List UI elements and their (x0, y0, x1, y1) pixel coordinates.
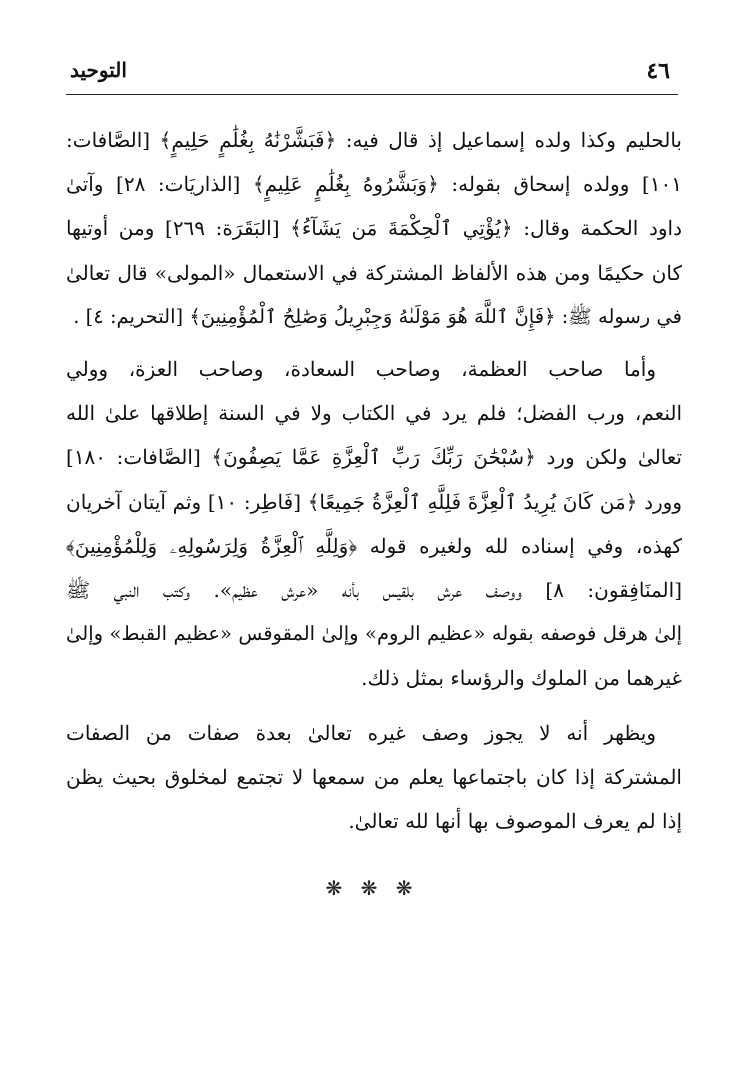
text-line: كهذه، وفي إسناده لله ولغيره قوله ﴿وَلِلَّهِ ٱلْعِزَّةُ وَلِرَسُولِهِۦ وَلِلْمُؤْمِنِينَ﴾ (66, 533, 682, 558)
text-line: بالحليم وكذا ولده إسماعيل إذ قال فيه: ﴿فَبَشَّرْنَٰهُ بِغُلَٰمٍ حَلِيمٍ﴾ [الصَّافات: (66, 128, 682, 152)
text-line: المشتركة إذا كان باجتماعها يعلم من سمعها لا تجتمع لمخلوق بحيث يظن (66, 764, 682, 789)
text-line: إذا لم يعرف الموصوف بها أنها لله تعالىٰ. (348, 809, 682, 834)
text-line: [المنَافِقون: ٨] ووصف عرش بلقيس بأنه «عرش عظيم». وكتب النبي ﷺ (66, 578, 682, 603)
text-line: في رسوله ﷺ: ﴿فَإِنَّ ٱللَّهَ هُوَ مَوْلَىٰهُ وَجِبْرِيلُ وَصَٰلِحُ ٱلْمُؤْمِنِينَ﴾ [التحريم: ٤] . (73, 304, 682, 328)
text-line: تعالىٰ ولكن ورد ﴿سُبْحَٰنَ رَبِّكَ رَبِّ ٱلْعِزَّةِ عَمَّا يَصِفُونَ﴾ [الصَّافات: ١٨٠] (66, 445, 682, 470)
paragraph-2 (66, 347, 682, 701)
section-separator: ❋ ❋ ❋ (325, 876, 419, 900)
page-header (66, 52, 678, 92)
text-line: إلىٰ هرقل فوصفه بقوله «عظيم الروم» وإلىٰ المقوقس «عظيم القبط» وإلىٰ (66, 622, 682, 646)
text-line: كان حكيمًا ومن هذه الألفاظ المشتركة في الاستعمال «المولى» قال تعالىٰ (66, 260, 682, 285)
text-line: داود الحكمة وقال: ﴿يُؤْتِي ٱلْحِكْمَةَ مَن يَشَآءُ﴾ [البَقَرَة: ٢٦٩] ومن أوتيها (66, 216, 682, 241)
paragraph-3 (66, 711, 682, 844)
page-number: ٤٦ (646, 58, 670, 84)
text-line: النعم، ورب الفضل؛ فلم يرد في الكتاب ولا في السنة إطلاقها علىٰ الله (66, 401, 682, 426)
paragraph-1 (66, 118, 682, 339)
text-line: غيرهما من الملوك والرؤساء بمثل ذلك. (361, 666, 682, 691)
text-line: وأما صاحب العظمة، وصاحب السعادة، وصاحب العزة، وولي (66, 357, 656, 382)
running-title: التوحيد (70, 58, 127, 82)
text-line: ويظهر أنه لا يجوز وصف غيره تعالىٰ بعدة صفات من الصفات (66, 720, 656, 745)
text-line: وورد ﴿مَن كَانَ يُرِيدُ ٱلْعِزَّةَ فَلِلَّهِ ٱلْعِزَّةُ جَمِيعًا﴾ [فَاطِر: ١٠] وثم آيتان آخريان (66, 489, 682, 514)
header-rule (66, 94, 678, 95)
page-body (66, 118, 682, 843)
text-line: ١٠١] وولده إسحاق بقوله: ﴿وَبَشَّرُوهُ بِغُلَٰمٍ عَلِيمٍ﴾ [الذاريَات: ٢٨] وآتىٰ (66, 172, 682, 197)
